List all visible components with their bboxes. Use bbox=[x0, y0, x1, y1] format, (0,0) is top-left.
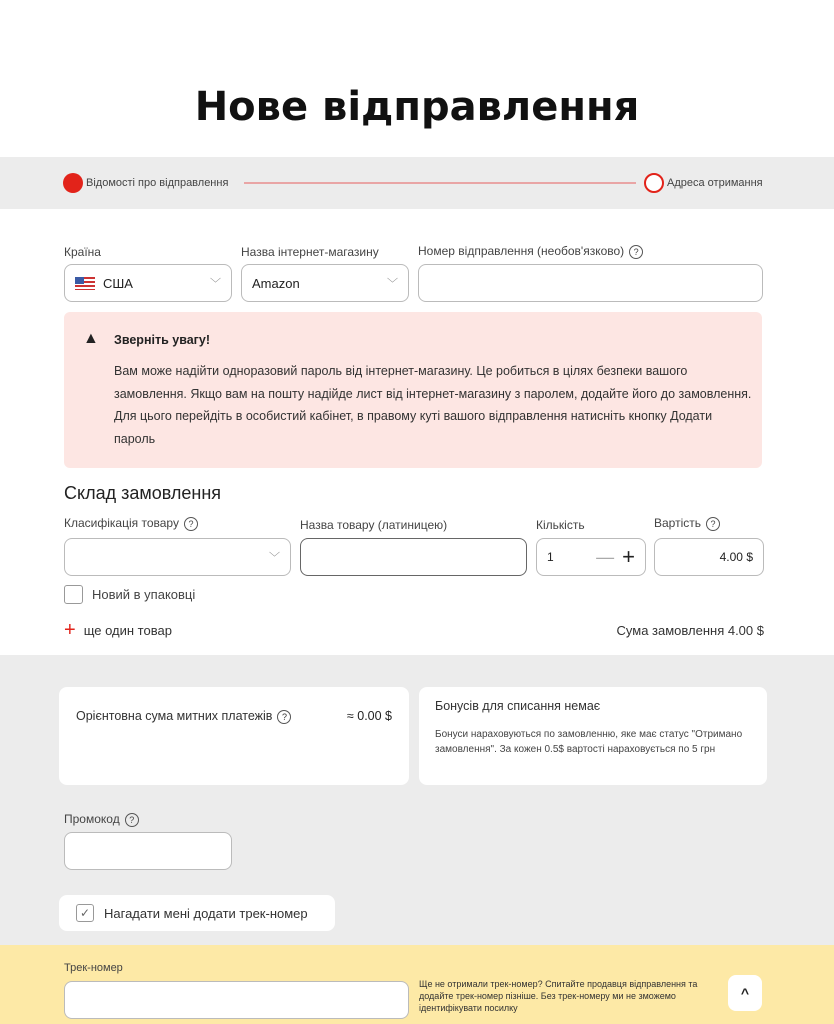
qty-label: Кількість bbox=[536, 518, 585, 532]
classification-select[interactable] bbox=[64, 538, 291, 576]
promo-label bbox=[64, 812, 139, 827]
shop-label: Назва інтернет-магазину bbox=[241, 245, 379, 259]
track-help-text: Ще не отримали трек-номер? Спитайте продавця відправлення та додайте трек-номер пізніше. Без трек-номеру ми не зможемо ідентифікувати посилку bbox=[419, 979, 698, 1013]
remind-checkbox[interactable]: ✓ bbox=[76, 904, 94, 922]
alert-title: Зверніть увагу! bbox=[114, 333, 210, 347]
price-label-text: Вартість bbox=[654, 516, 701, 530]
alert-text: Вам може надійти одноразовий пароль від інтернет-магазину. Це робиться в цілях безпеки вашого замовлення. Якщо вам на пошту надійде лист від інтернет-магазину з паролем, додайте його до замовлення. Для цього перейдіть в особистий кабінет, в правому куті вашого відправлення натисніть кнопку Додати пароль bbox=[114, 364, 752, 446]
order-heading: Склад замовлення bbox=[64, 483, 222, 503]
customs-label bbox=[76, 709, 291, 724]
bonus-title: Бонусів для списання немає bbox=[435, 699, 601, 713]
country-select[interactable] bbox=[64, 264, 232, 302]
country-value: США bbox=[103, 275, 133, 291]
plus-icon: + bbox=[64, 619, 76, 641]
promo-label-text: Промокод bbox=[64, 812, 120, 826]
customs-card bbox=[59, 687, 409, 785]
bonus-text: Бонуси нараховуються по замовленню, яке має статус "Отримано замовлення". За кожен 0.5$ вартості нараховується по 5 грн bbox=[435, 729, 743, 755]
classification-label-text: Класифікація товару bbox=[64, 516, 179, 530]
price-label bbox=[654, 516, 720, 531]
shop-select[interactable] bbox=[241, 264, 409, 302]
tracking-input[interactable] bbox=[418, 264, 763, 302]
page-title: Нове відправлення bbox=[194, 84, 640, 130]
chevron-down-icon: ﹀ bbox=[269, 552, 280, 564]
new-in-package-label: Новий в упаковці bbox=[92, 587, 196, 602]
chevron-down-icon: ﹀ bbox=[210, 278, 221, 290]
track-input[interactable] bbox=[64, 981, 409, 1019]
promo-input[interactable] bbox=[64, 832, 232, 870]
step-connector bbox=[244, 182, 636, 184]
track-label: Трек-номер bbox=[64, 962, 123, 974]
bonus-card bbox=[419, 687, 767, 785]
customs-value: ≈ 0.00 $ bbox=[346, 709, 392, 723]
stepper bbox=[0, 157, 834, 209]
product-name-input[interactable] bbox=[300, 538, 527, 576]
classification-label bbox=[64, 516, 198, 531]
minus-icon[interactable]: — bbox=[596, 546, 615, 567]
track-section bbox=[0, 945, 834, 1024]
step-1-label: Відомості про відправлення bbox=[86, 177, 229, 189]
customs-label-text: Орієнтовна сума митних платежів bbox=[76, 709, 273, 723]
help-icon[interactable]: ? bbox=[277, 710, 291, 724]
help-icon[interactable]: ? bbox=[629, 245, 643, 259]
help-icon[interactable]: ? bbox=[125, 813, 139, 827]
step-1-indicator bbox=[63, 173, 83, 193]
remind-checkbox-row[interactable] bbox=[59, 895, 335, 931]
step-2-indicator bbox=[644, 173, 664, 193]
us-flag-icon bbox=[75, 277, 95, 290]
plus-icon[interactable]: + bbox=[622, 544, 635, 569]
warning-icon: ▲ bbox=[83, 330, 99, 347]
tracking-label-text: Номер відправлення (необов'язково) bbox=[418, 244, 625, 258]
step-2-label: Адреса отримання bbox=[667, 177, 763, 189]
order-total: Сума замовлення 4.00 $ bbox=[616, 623, 764, 638]
new-in-package-checkbox[interactable] bbox=[64, 585, 83, 604]
remind-label: Нагадати мені додати трек-номер bbox=[104, 905, 308, 921]
chevron-up-icon[interactable]: ^ bbox=[728, 975, 762, 1011]
tracking-label bbox=[418, 244, 643, 259]
help-icon[interactable]: ? bbox=[184, 517, 198, 531]
quantity-stepper[interactable] bbox=[536, 538, 646, 576]
product-name-label: Назва товару (латиницею) bbox=[300, 518, 448, 532]
help-icon[interactable]: ? bbox=[706, 517, 720, 531]
qty-value: 1 bbox=[547, 550, 554, 564]
price-input[interactable]: 4.00 $ bbox=[654, 538, 764, 576]
warning-alert bbox=[64, 312, 762, 468]
add-item-button[interactable] bbox=[64, 619, 172, 642]
country-label: Країна bbox=[64, 245, 101, 259]
add-item-label: ще один товар bbox=[83, 623, 172, 638]
chevron-down-icon: ﹀ bbox=[387, 278, 398, 290]
shop-value: Amazon bbox=[252, 275, 300, 291]
